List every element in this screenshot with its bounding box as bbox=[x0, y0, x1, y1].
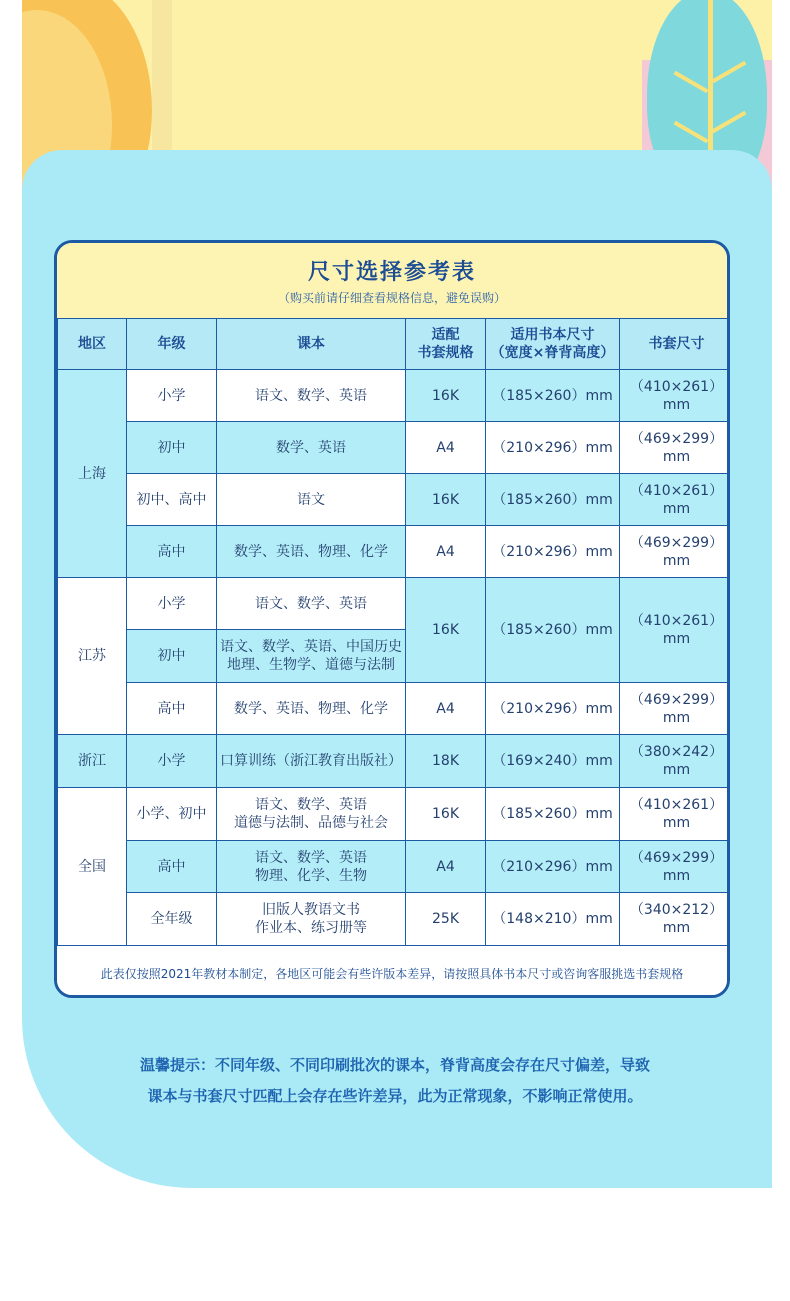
table-header-row bbox=[58, 319, 731, 370]
textbook-cell: 数学、英语、物理、化学 bbox=[217, 683, 406, 735]
cover-size-cell: （469×299）mm bbox=[620, 683, 731, 735]
book-size-cell: （185×260）mm bbox=[486, 474, 620, 526]
spec-cell: 16K bbox=[406, 788, 486, 841]
cover-size-cell: （410×261）mm bbox=[620, 474, 731, 526]
region-cell: 浙江 bbox=[58, 735, 127, 788]
cover-size-cell: （340×212）mm bbox=[620, 893, 731, 946]
spec-cell: 18K bbox=[406, 735, 486, 788]
book-size-cell: （210×296）mm bbox=[486, 841, 620, 893]
cover-size-cell: （410×261）mm bbox=[620, 370, 731, 422]
book-size-cell: （185×260）mm bbox=[486, 370, 620, 422]
grade-cell: 初中 bbox=[127, 422, 217, 474]
textbook-cell bbox=[217, 630, 406, 683]
page-subtitle: （购买前请仔细查看规格信息，避免误购） bbox=[277, 291, 506, 305]
grade-cell: 高中 bbox=[127, 841, 217, 893]
book-size-cell: （210×296）mm bbox=[486, 683, 620, 735]
table-row bbox=[58, 526, 731, 578]
textbook-line: 道德与法制、品德与社会 bbox=[234, 815, 388, 831]
grade-cell: 小学、初中 bbox=[127, 788, 217, 841]
grade-cell: 初中、高中 bbox=[127, 474, 217, 526]
header-spec-line1: 适配 bbox=[431, 327, 460, 343]
textbook-cell: 数学、英语 bbox=[217, 422, 406, 474]
header-grade: 年级 bbox=[127, 319, 217, 370]
spec-cell: 16K bbox=[406, 370, 486, 422]
textbook-line: 地理、生物学、道德与法制 bbox=[227, 657, 395, 673]
table-row bbox=[58, 841, 731, 893]
card-header bbox=[57, 243, 727, 318]
region-cell: 江苏 bbox=[58, 578, 127, 735]
textbook-line: 语文、数学、英语、中国历史 bbox=[220, 639, 402, 655]
textbook-line: 作业本、练习册等 bbox=[255, 920, 367, 936]
header-region: 地区 bbox=[58, 319, 127, 370]
spec-cell: A4 bbox=[406, 841, 486, 893]
cover-size-cell: （469×299）mm bbox=[620, 841, 731, 893]
cover-size-cell: （410×261）mm bbox=[620, 578, 731, 683]
size-reference-card bbox=[54, 240, 730, 998]
textbook-cell bbox=[217, 788, 406, 841]
table-row bbox=[58, 474, 731, 526]
cover-size-cell: （469×299）mm bbox=[620, 422, 731, 474]
region-cell: 全国 bbox=[58, 788, 127, 946]
textbook-cell: 语文 bbox=[217, 474, 406, 526]
textbook-line: 语文、数学、英语 bbox=[255, 849, 367, 866]
header-spec-line2: 书套规格 bbox=[417, 345, 474, 361]
grade-cell: 小学 bbox=[127, 370, 217, 422]
grade-cell: 小学 bbox=[127, 578, 217, 630]
header-book-size-line1: 适用书本尺寸 bbox=[510, 327, 595, 343]
textbook-cell: 语文、数学、英语 bbox=[217, 370, 406, 422]
book-size-cell: （185×260）mm bbox=[486, 578, 620, 683]
grade-cell: 初中 bbox=[127, 630, 217, 683]
size-table bbox=[57, 318, 730, 946]
table-row bbox=[58, 683, 731, 735]
grade-cell: 全年级 bbox=[127, 893, 217, 946]
header-spec bbox=[406, 319, 486, 370]
textbook-line: 物理、化学、生物 bbox=[255, 867, 367, 884]
table-footnote: 此表仅按照2021年教材本制定，各地区可能会有些许版本差异，请按照具体书本尺寸或咨询客服挑选书套规格 bbox=[57, 950, 727, 998]
table-row bbox=[58, 893, 731, 946]
page-title: 尺寸选择参考表 bbox=[307, 260, 476, 285]
textbook-cell bbox=[217, 841, 406, 893]
cover-size-cell: （469×299）mm bbox=[620, 526, 731, 578]
book-size-cell: （169×240）mm bbox=[486, 735, 620, 788]
spec-cell: A4 bbox=[406, 683, 486, 735]
region-cell: 上海 bbox=[58, 370, 127, 578]
textbook-line: 语文、数学、英语 bbox=[255, 797, 367, 813]
grade-cell: 高中 bbox=[127, 683, 217, 735]
cover-size-cell: （380×242）mm bbox=[620, 735, 731, 788]
textbook-line: 旧版人教语文书 bbox=[262, 902, 360, 918]
book-size-cell: （185×260）mm bbox=[486, 788, 620, 841]
table-row bbox=[58, 788, 731, 841]
grade-cell: 小学 bbox=[127, 735, 217, 788]
spec-cell: A4 bbox=[406, 422, 486, 474]
warm-tip-line2: 课本与书套尺寸匹配上会存在些许差异，此为正常现象，不影响正常使用。 bbox=[147, 1087, 643, 1105]
textbook-cell bbox=[217, 893, 406, 946]
table-row bbox=[58, 370, 731, 422]
spec-cell: 25K bbox=[406, 893, 486, 946]
header-book-size-line2: （宽度×脊背高度） bbox=[490, 345, 615, 361]
header-textbook: 课本 bbox=[217, 319, 406, 370]
table-row bbox=[58, 578, 731, 630]
book-size-cell: （210×296）mm bbox=[486, 526, 620, 578]
header-cover-size: 书套尺寸 bbox=[620, 319, 731, 370]
grade-cell: 高中 bbox=[127, 526, 217, 578]
spec-cell: 16K bbox=[406, 474, 486, 526]
textbook-cell: 口算训练（浙江教育出版社） bbox=[217, 735, 406, 788]
table-row bbox=[58, 422, 731, 474]
textbook-cell: 语文、数学、英语 bbox=[217, 578, 406, 630]
header-book-size bbox=[486, 319, 620, 370]
spec-cell: 16K bbox=[406, 578, 486, 683]
book-size-cell: （210×296）mm bbox=[486, 422, 620, 474]
table-row bbox=[58, 735, 731, 788]
textbook-cell: 数学、英语、物理、化学 bbox=[217, 526, 406, 578]
cover-size-cell: （410×261）mm bbox=[620, 788, 731, 841]
spec-cell: A4 bbox=[406, 526, 486, 578]
book-size-cell: （148×210）mm bbox=[486, 893, 620, 946]
warm-tip bbox=[70, 1050, 720, 1112]
warm-tip-line1: 温馨提示：不同年级、不同印刷批次的课本，脊背高度会存在尺寸偏差，导致 bbox=[139, 1056, 650, 1074]
